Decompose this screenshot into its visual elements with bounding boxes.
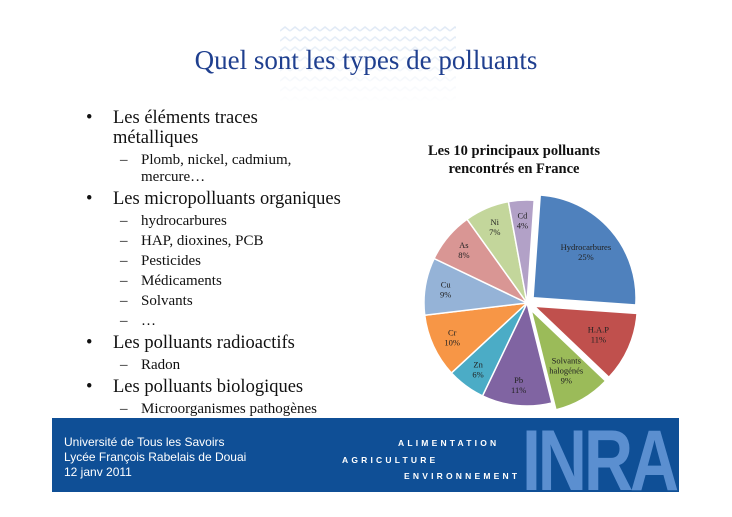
sub-bullet-mark: – xyxy=(120,313,128,329)
sub-bullet-mark: – xyxy=(120,152,128,168)
pie-label: Cr 10% xyxy=(444,327,460,348)
footer-line-lycee: Lycée François Rabelais de Douai xyxy=(64,450,247,464)
tagline-environnement: ENVIRONNEMENT xyxy=(404,471,521,481)
tagline-alimentation: ALIMENTATION xyxy=(398,438,500,448)
pie-label: H.A.P 11% xyxy=(587,324,610,345)
sub-bullet-text: Plomb, nickel, cadmium, xyxy=(141,152,292,168)
sub-bullet-text: Médicaments xyxy=(141,273,222,289)
pie-label: Solvants halogénés 9% xyxy=(549,355,584,386)
pie-label: Cd 4% xyxy=(516,210,529,231)
pie-label: Zn 6% xyxy=(472,359,484,380)
footer-line-university: Université de Tous les Savoirs xyxy=(64,435,225,449)
bullet-mark: • xyxy=(86,377,93,397)
pie-label: Hydrocarbures 25% xyxy=(560,241,612,262)
sub-bullet-mark: – xyxy=(120,213,128,229)
sub-bullet-text: … xyxy=(141,313,156,329)
bullet-text: Les polluants radioactifs xyxy=(113,333,295,353)
sub-bullet-mark: – xyxy=(120,357,128,373)
pie-label: Pb 11% xyxy=(511,374,527,395)
chart-title: Les 10 principaux polluants rencontrés en France xyxy=(427,143,601,177)
bullet-text: métalliques xyxy=(113,128,199,148)
footer-line-date: 12 janv 2011 xyxy=(64,465,132,479)
sub-bullet-mark: – xyxy=(120,273,128,289)
svg-text:INRA: INRA xyxy=(522,413,678,509)
bullet-mark: • xyxy=(86,333,93,353)
bullet-mark: • xyxy=(86,189,93,209)
sub-bullet-mark: – xyxy=(120,233,128,249)
sub-bullet-text: mercure… xyxy=(141,169,206,185)
pie-label: Cu 9% xyxy=(440,279,452,300)
sub-bullet-text: Radon xyxy=(141,357,181,373)
footer-credits xyxy=(64,435,246,480)
sub-bullet-text: Pesticides xyxy=(141,253,201,269)
slide-title: Quel sont les types de polluants xyxy=(194,45,538,75)
inra-logo xyxy=(520,413,678,509)
footer-band xyxy=(52,413,679,509)
sub-bullet-mark: – xyxy=(120,401,128,417)
sub-bullet-mark: – xyxy=(120,293,128,309)
tagline-agriculture: AGRICULTURE xyxy=(342,455,439,465)
sub-bullet-text: hydrocarbures xyxy=(141,213,227,229)
pie-label: Ni 7% xyxy=(489,217,501,238)
sub-bullet-text: Solvants xyxy=(141,293,193,309)
pie-label: As 8% xyxy=(458,240,470,261)
sub-bullet-mark: – xyxy=(120,253,128,269)
sub-bullet-text: Microorganismes pathogènes xyxy=(141,401,317,417)
bullet-text: Les micropolluants organiques xyxy=(113,189,341,209)
bullet-mark: • xyxy=(86,108,93,128)
bullet-text: Les polluants biologiques xyxy=(113,377,304,397)
bullet-text: Les éléments traces xyxy=(113,108,258,128)
sub-bullet-text: HAP, dioxines, PCB xyxy=(141,233,264,249)
